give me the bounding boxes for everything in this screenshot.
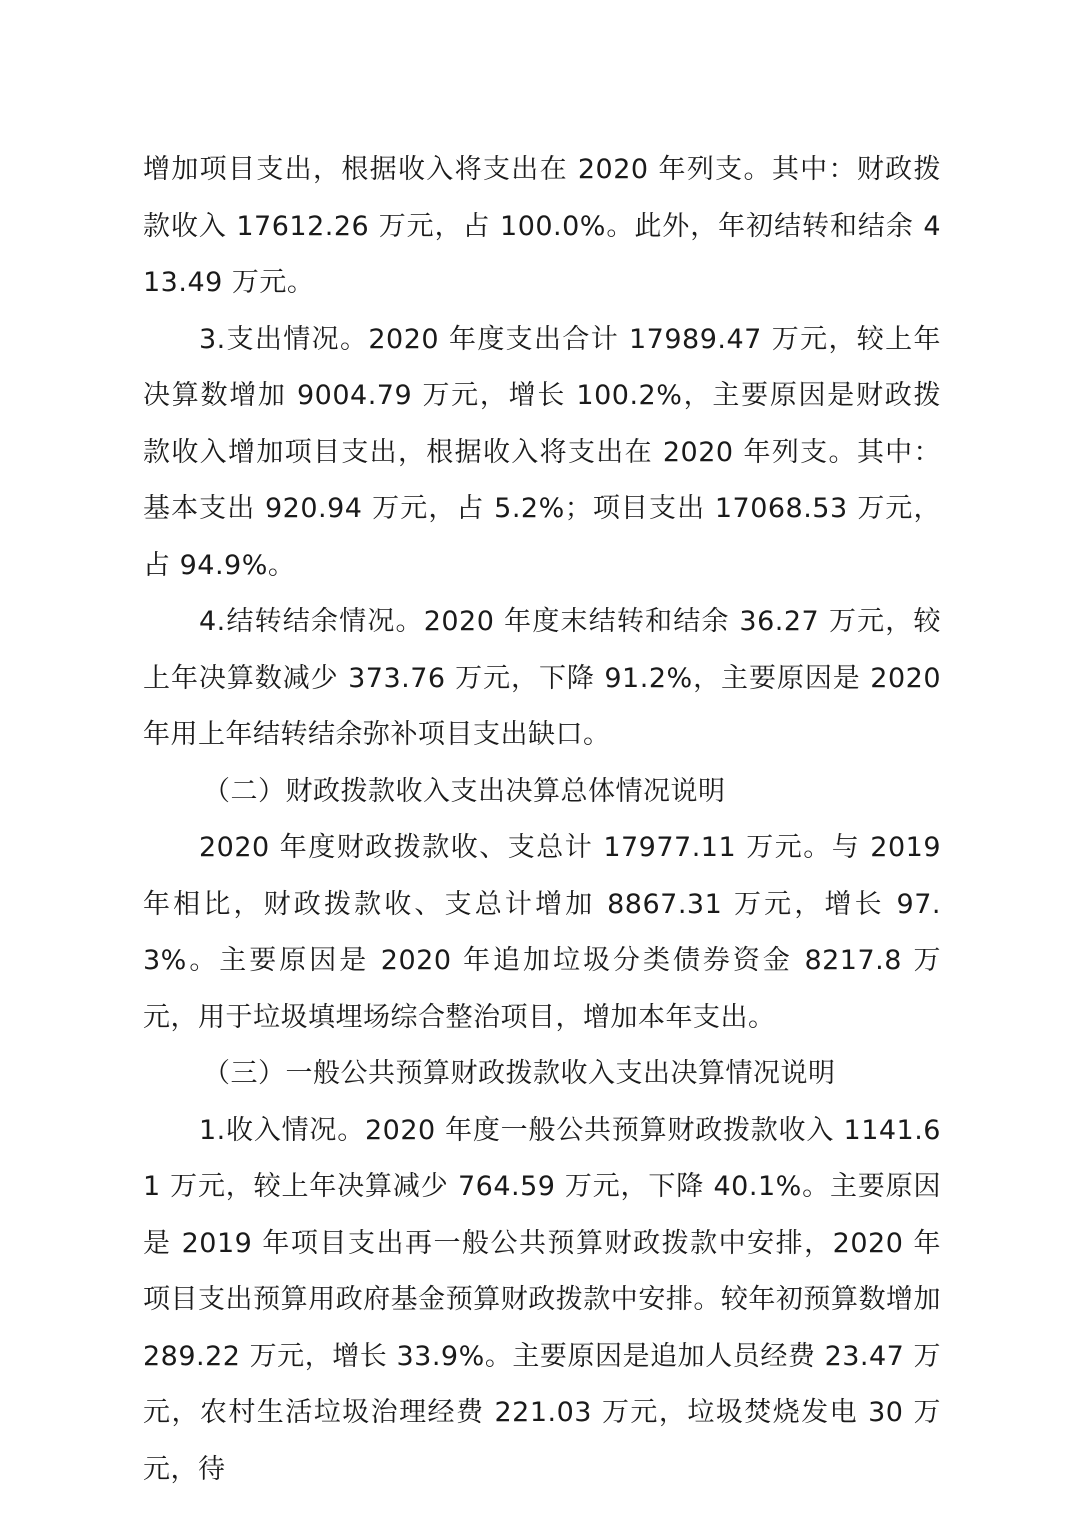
paragraph-expenditure: 3.支出情况。2020 年度支出合计 17989.47 万元，较上年决算数增加 9004.79 万元，增长 100.2%，主要原因是财政拨款收入增加项目支出，根据收入将支出在 2020 年列支。其中：基本支出 920.94 万元，占 5.2%；项目支出 17068.53 万元，占 94.9%。	[143, 323, 941, 581]
paragraph-general-budget-income: 1.收入情况。2020 年度一般公共预算财政拨款收入 1141.61 万元，较上年决算减少 764.59 万元，下降 40.1%。主要原因是 2019 年项目支出再一般公共预算财政拨款中安排，2020 年项目支出预算用政府基金预算财政拨款中安排。较年初预算数增加 289.22 万元，增长 33.9%。主要原因是追加人员经费 23.47 万元，农村生活垃圾治理经费 221.03 万元，垃圾焚烧发电 30 万元，待	[143, 1114, 941, 1485]
paragraph-carryover: 4.结转结余情况。2020 年度末结转和结余 36.27 万元，较上年决算数减少 373.76 万元，下降 91.2%，主要原因是 2020 年用上年结转结余弥补项目支出缺口。	[143, 606, 941, 750]
paragraph-income-continued: 增加项目支出，根据收入将支出在 2020 年列支。其中：财政拨款收入 17612.26 万元，占 100.0%。此外，年初结转和结余 413.49 万元。	[143, 154, 941, 298]
section-heading-fiscal-overview: （二）财政拨款收入支出决算总体情况说明	[203, 775, 726, 807]
document-body	[143, 142, 941, 1498]
section-heading-general-budget: （三）一般公共预算财政拨款收入支出决算情况说明	[203, 1058, 836, 1089]
paragraph-fiscal-overview: 2020 年度财政拨款收、支总计 17977.11 万元。与 2019 年相比，财政拨款收、支总计增加 8867.31 万元，增长 97.3%。主要原因是 2020 年追加垃圾分类债券资金 8217.8 万元，用于垃圾填埋场综合整治项目，增加本年支出。	[143, 832, 941, 1033]
